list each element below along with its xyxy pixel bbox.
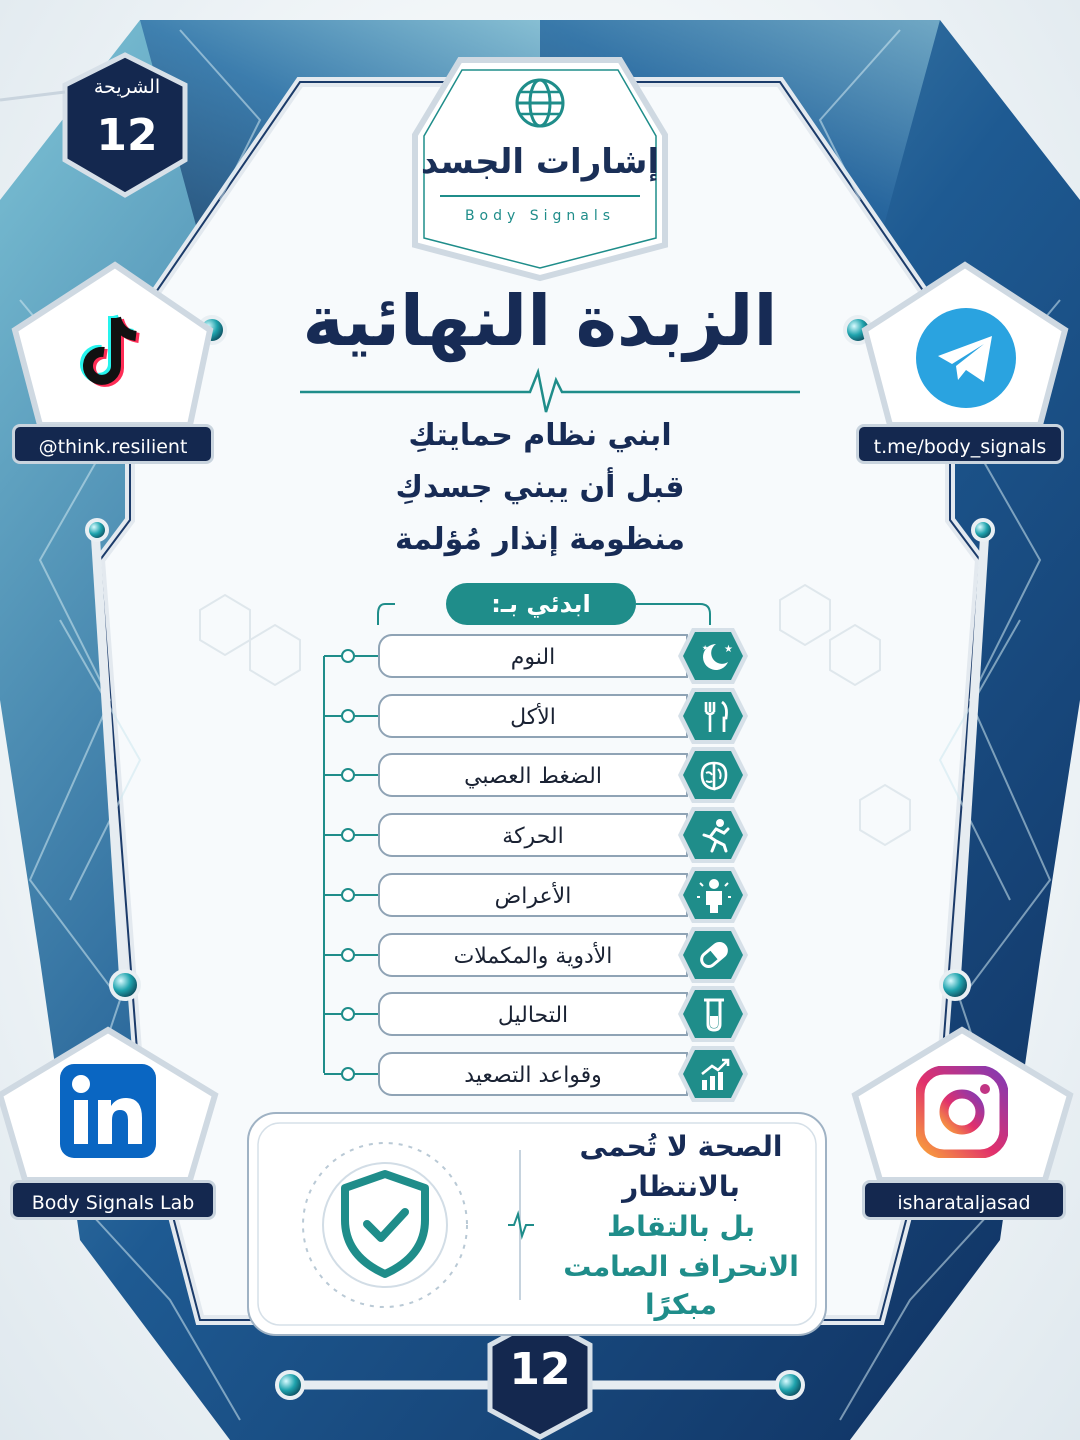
svg-text:★: ★ [702, 644, 709, 652]
connector-dot [341, 768, 355, 782]
shield-check-icon [333, 1168, 437, 1280]
intro-line-3: منظومة إنذار مُؤلمة [395, 522, 685, 557]
list-item-label: الأدوية والمكملات [378, 933, 688, 977]
start-label-pill: ابدئي بـ: [446, 583, 636, 625]
instagram-icon [916, 1066, 1008, 1158]
linkedin-icon [60, 1064, 156, 1158]
intro-line-2: قبل أن يبني جسدكِ [395, 470, 685, 505]
brain-icon [678, 747, 750, 803]
list-item-label: الأعراض [378, 873, 688, 917]
fork-knife-icon [678, 688, 750, 744]
connector-dot [341, 828, 355, 842]
linkedin-handle[interactable]: Body Signals Lab [10, 1180, 216, 1220]
growth-chart-icon [678, 1046, 750, 1102]
connector-dot [341, 948, 355, 962]
quote-line-3: بل بالتقاط [607, 1210, 755, 1243]
page-title: الزبدة النهائية [302, 280, 778, 362]
telegram-icon [914, 306, 1018, 410]
connector-dot [341, 709, 355, 723]
instagram-handle[interactable]: isharataljasad [862, 1180, 1066, 1220]
slide-number: 12 [96, 110, 158, 161]
pill-icon [678, 927, 750, 983]
running-person-icon [678, 807, 750, 863]
quote-line-4: الانحراف الصامت [563, 1250, 799, 1283]
tiktok-handle[interactable]: @think.resilient [12, 424, 214, 464]
test-tube-icon [678, 986, 750, 1042]
slide-label: الشريحة [93, 76, 161, 98]
footer-slide-number: 12 [509, 1344, 571, 1395]
list-item-label: الضغط العصبي [378, 753, 688, 797]
list-item-label: الأكل [378, 694, 688, 738]
list-item-label: الحركة [378, 813, 688, 857]
brand-name-english: Body Signals [464, 208, 616, 224]
connector-dot [341, 649, 355, 663]
quote-line-1: الصحة لا تُحمى [579, 1130, 783, 1163]
list-item-label: النوم [378, 634, 688, 678]
globe-icon [513, 76, 567, 130]
tiktok-icon [68, 310, 152, 394]
connector-dot [341, 1067, 355, 1081]
svg-text:★: ★ [724, 644, 733, 655]
telegram-handle[interactable]: t.me/body_signals [856, 424, 1064, 464]
person-symptoms-icon [678, 867, 750, 923]
connector-dot [341, 888, 355, 902]
quote-line-2: بالانتظار [622, 1170, 740, 1203]
list-item-label: التحاليل [378, 992, 688, 1036]
list-item-label: وقواعد التصعيد [378, 1052, 688, 1096]
intro-line-1: ابني نظام حمايتكِ [408, 418, 672, 453]
brand-name-arabic: إشارات الجسد [420, 142, 660, 182]
connector-dot [341, 1007, 355, 1021]
moon-stars-icon [678, 628, 750, 684]
quote-line-5: مبكرًا [644, 1288, 718, 1321]
